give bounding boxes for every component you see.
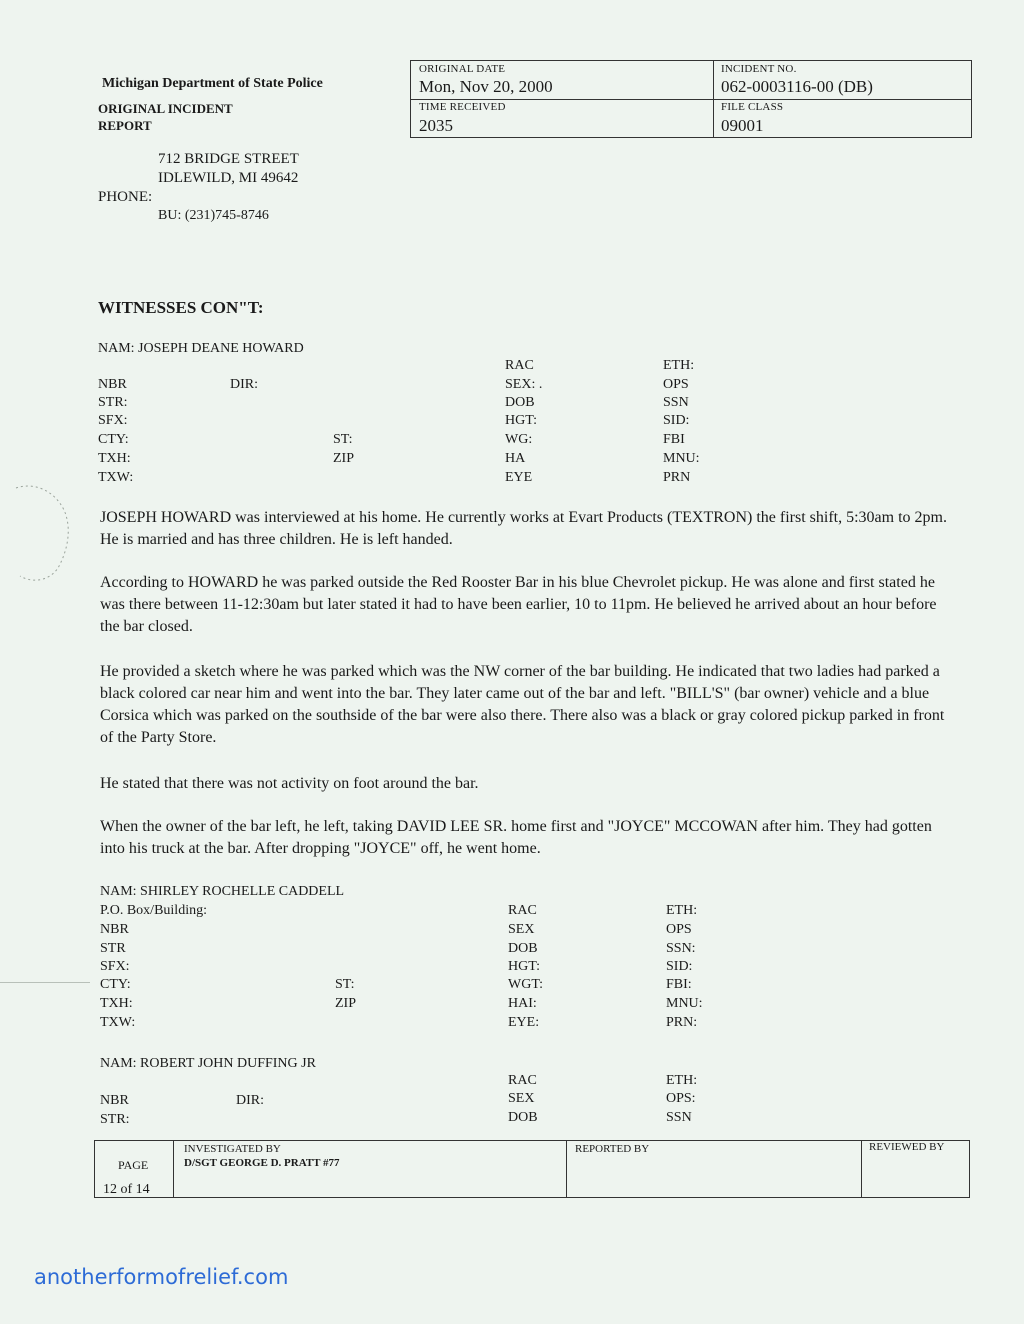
incident-no-label: INCIDENT NO. bbox=[721, 63, 797, 75]
field-label: PRN: bbox=[666, 1015, 698, 1030]
field-label: FBI bbox=[663, 432, 685, 447]
field-label: OPS: bbox=[666, 1091, 696, 1106]
incident-info-box bbox=[410, 60, 972, 138]
field-label: STR: bbox=[100, 1112, 130, 1127]
field-label: FBI: bbox=[666, 977, 692, 992]
field-label: P.O. Box/Building: bbox=[100, 903, 207, 918]
field-label: MNU: bbox=[666, 996, 703, 1011]
field-label: NBR bbox=[98, 377, 127, 392]
field-label: ZIP bbox=[333, 451, 354, 466]
field-label: SID: bbox=[663, 413, 690, 428]
field-label: SFX: bbox=[100, 959, 130, 974]
page-label: PAGE bbox=[118, 1158, 149, 1172]
footer-divider bbox=[861, 1141, 862, 1197]
field-label: ZIP bbox=[335, 996, 356, 1011]
phone-value: BU: (231)745-8746 bbox=[158, 208, 269, 223]
field-label: STR bbox=[100, 941, 126, 956]
field-label: ETH: bbox=[666, 903, 698, 918]
narrative-paragraph-1: JOSEPH HOWARD was interviewed at his home. He currently works at Evart Products (TEXTRON) the first shift, 5:30am to 2pm. He is married and has three children. He is left handed. bbox=[100, 509, 947, 548]
field-label: SFX: bbox=[98, 413, 128, 428]
field-label: EYE: bbox=[508, 1015, 540, 1030]
footer-divider bbox=[566, 1141, 567, 1197]
file-class-label: FILE CLASS bbox=[721, 101, 784, 113]
footer-divider bbox=[173, 1141, 174, 1197]
witness-2-name: NAM: SHIRLEY ROCHELLE CADDELL bbox=[100, 884, 345, 899]
narrative-paragraph-4: He stated that there was not activity on foot around the bar. bbox=[100, 775, 479, 792]
original-date-value: Mon, Nov 20, 2000 bbox=[419, 77, 553, 96]
field-label: DOB bbox=[505, 395, 535, 410]
field-label: HGT: bbox=[505, 413, 537, 428]
field-label: CTY: bbox=[100, 977, 131, 992]
field-label: OPS bbox=[663, 377, 689, 392]
field-label: DOB bbox=[508, 941, 538, 956]
field-label: NBR bbox=[100, 922, 129, 937]
field-label: RAC bbox=[508, 903, 537, 918]
field-label: WG: bbox=[505, 432, 533, 447]
incident-no-value: 062-0003116-00 (DB) bbox=[721, 77, 873, 96]
page-value: 12 of 14 bbox=[103, 1182, 150, 1197]
field-label: TXH: bbox=[100, 996, 133, 1011]
field-label: SSN bbox=[663, 395, 689, 410]
phone-label: PHONE: bbox=[98, 189, 153, 205]
field-label: ETH: bbox=[663, 358, 695, 373]
witness-3-name: NAM: ROBERT JOHN DUFFING JR bbox=[100, 1056, 316, 1071]
field-label: HAI: bbox=[508, 996, 537, 1011]
time-received-value: 2035 bbox=[419, 116, 453, 135]
original-date-label: ORIGINAL DATE bbox=[419, 63, 506, 75]
reported-by-label: REPORTED BY bbox=[575, 1143, 650, 1155]
address-line-1: 712 BRIDGE STREET bbox=[158, 151, 299, 167]
signature-footer-box bbox=[94, 1140, 970, 1198]
field-label: SSN bbox=[666, 1110, 692, 1125]
field-label: ETH: bbox=[666, 1073, 698, 1088]
report-title-line-1: ORIGINAL INCIDENT bbox=[98, 101, 233, 116]
time-received-label: TIME RECEIVED bbox=[419, 101, 506, 113]
field-label: CTY: bbox=[98, 432, 129, 447]
section-title: WITNESSES CON"T: bbox=[98, 298, 264, 317]
field-label: TXH: bbox=[98, 451, 131, 466]
narrative-paragraph-5: When the owner of the bar left, he left, taking DAVID LEE SR. home first and "JOYCE" MCCOWAN after him. They had gotten into his truck at the bar. After dropping "JOYCE" off, he went home. bbox=[100, 818, 932, 857]
box-divider-horizontal bbox=[411, 99, 971, 100]
field-label: DIR: bbox=[230, 377, 258, 392]
field-label: RAC bbox=[505, 358, 534, 373]
field-label: SEX bbox=[508, 1091, 535, 1106]
field-label: PRN bbox=[663, 470, 691, 485]
field-label: NBR bbox=[100, 1093, 129, 1108]
field-label: WGT: bbox=[508, 977, 544, 992]
field-label: SID: bbox=[666, 959, 693, 974]
field-label: RAC bbox=[508, 1073, 537, 1088]
field-label: HA bbox=[505, 451, 526, 466]
witness-1-name: NAM: JOSEPH DEANE HOWARD bbox=[98, 341, 304, 356]
field-label: DIR: bbox=[236, 1093, 264, 1108]
report-title-line-2: REPORT bbox=[98, 118, 152, 133]
scan-mark bbox=[14, 480, 74, 590]
field-label: OPS bbox=[666, 922, 692, 937]
field-label: STR: bbox=[98, 395, 128, 410]
field-label: HGT: bbox=[508, 959, 540, 974]
investigated-by-value: D/SGT GEORGE D. PRATT #77 bbox=[184, 1157, 340, 1169]
field-label: TXW: bbox=[100, 1015, 136, 1030]
field-label: SSN: bbox=[666, 941, 696, 956]
address-line-2: IDLEWILD, MI 49642 bbox=[158, 170, 299, 186]
narrative-paragraph-2: According to HOWARD he was parked outside the Red Rooster Bar in his blue Chevrolet pickup. He was alone and first stated he was there between 11-12:30am but later stated it had to have been earlier, 10 to 11pm. He believed he arrived about an hour before the bar closed. bbox=[100, 574, 937, 635]
field-label: EYE bbox=[505, 470, 533, 485]
agency-name: Michigan Department of State Police bbox=[102, 76, 323, 91]
field-label: ST: bbox=[333, 432, 353, 447]
field-label: SEX: . bbox=[505, 377, 543, 392]
field-label: ST: bbox=[335, 977, 355, 992]
file-class-value: 09001 bbox=[721, 116, 764, 135]
field-label: TXW: bbox=[98, 470, 134, 485]
narrative-paragraph-3: He provided a sketch where he was parked which was the NW corner of the bar building. He indicated that two ladies had parked a black colored car near him and went into the bar. They later came out of the bar and left. "BILL'S" (bar owner) vehicle and a blue Corsica which was parked on the southside of the bar were also there. There also was a black or gray colored pickup parked in front of the Party Store. bbox=[100, 663, 945, 746]
scan-line bbox=[0, 982, 90, 983]
field-label: MNU: bbox=[663, 451, 700, 466]
field-label: SEX bbox=[508, 922, 535, 937]
watermark-text: anotherformofrelief.com bbox=[34, 1265, 289, 1289]
investigated-by-label: INVESTIGATED BY bbox=[184, 1143, 281, 1155]
field-label: DOB bbox=[508, 1110, 538, 1125]
reviewed-by-label: REVIEWED BY bbox=[869, 1141, 945, 1153]
